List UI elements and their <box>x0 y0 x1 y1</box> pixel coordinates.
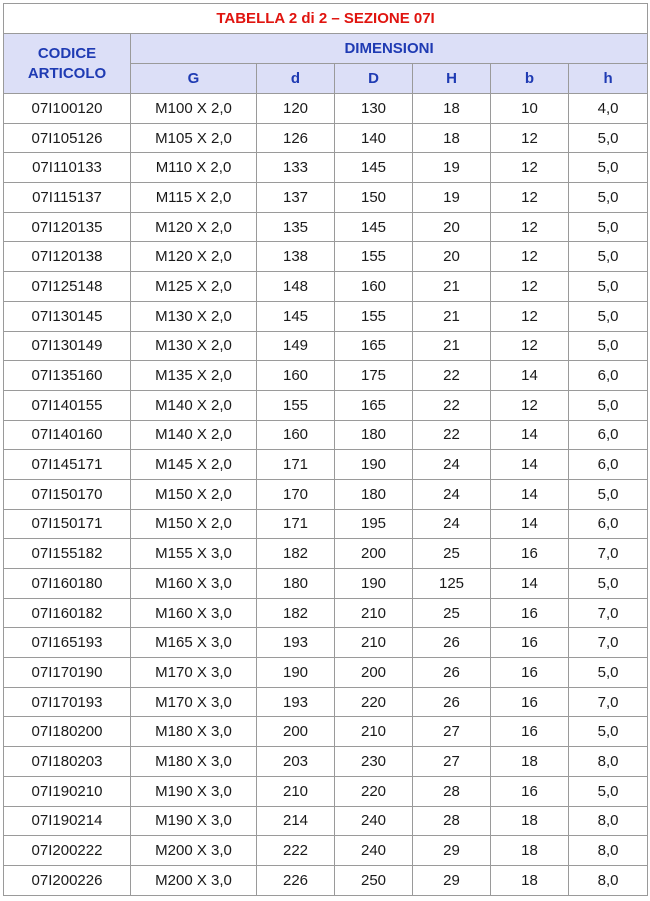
h-small-cell: 5,0 <box>569 776 648 806</box>
h-small-cell: 5,0 <box>569 212 648 242</box>
g-cell: M180 X 3,0 <box>131 747 257 777</box>
articolo-label: ARTICOLO <box>27 64 107 82</box>
h-small-cell: 8,0 <box>569 865 648 895</box>
d-small-cell: 222 <box>257 836 335 866</box>
h-small-cell: 5,0 <box>569 658 648 688</box>
h-small-cell: 5,0 <box>569 123 648 153</box>
d-large-cell: 200 <box>335 539 413 569</box>
table-row <box>4 94 648 124</box>
h-large-cell: 26 <box>413 687 491 717</box>
d-small-cell: 193 <box>257 687 335 717</box>
codice-articolo-cell: 07I180203 <box>4 747 131 777</box>
h-small-cell: 5,0 <box>569 479 648 509</box>
h-large-cell: 27 <box>413 717 491 747</box>
b-cell: 12 <box>491 242 569 272</box>
d-small-cell: 203 <box>257 747 335 777</box>
d-small-cell: 171 <box>257 450 335 480</box>
codice-articolo-header <box>4 34 131 94</box>
b-cell: 12 <box>491 183 569 213</box>
dimensioni-header: DIMENSIONI <box>131 34 648 64</box>
h-small-cell: 5,0 <box>569 153 648 183</box>
g-cell: M170 X 3,0 <box>131 687 257 717</box>
g-cell: M160 X 3,0 <box>131 569 257 599</box>
codice-articolo-cell: 07I105126 <box>4 123 131 153</box>
h-large-cell: 19 <box>413 153 491 183</box>
b-cell: 16 <box>491 598 569 628</box>
table-row <box>4 658 648 688</box>
h-large-cell: 19 <box>413 183 491 213</box>
d-large-cell: 240 <box>335 806 413 836</box>
d-small-cell: 160 <box>257 361 335 391</box>
b-cell: 16 <box>491 776 569 806</box>
codice-articolo-cell: 07I170193 <box>4 687 131 717</box>
d-small-cell: 226 <box>257 865 335 895</box>
table-row <box>4 331 648 361</box>
h-large-cell: 21 <box>413 301 491 331</box>
h-large-cell: 26 <box>413 658 491 688</box>
table-title: TABELLA 2 di 2 – SEZIONE 07I <box>4 4 648 34</box>
codice-articolo-cell: 07I135160 <box>4 361 131 391</box>
h-small-cell: 5,0 <box>569 569 648 599</box>
b-cell: 18 <box>491 865 569 895</box>
codice-articolo-cell: 07I110133 <box>4 153 131 183</box>
g-cell: M190 X 3,0 <box>131 776 257 806</box>
h-large-cell: 25 <box>413 598 491 628</box>
g-cell: M200 X 3,0 <box>131 836 257 866</box>
codice-articolo-cell: 07I165193 <box>4 628 131 658</box>
table-row <box>4 628 648 658</box>
h-small-cell: 8,0 <box>569 747 648 777</box>
h-small-cell: 5,0 <box>569 331 648 361</box>
codice-articolo-cell: 07I190210 <box>4 776 131 806</box>
table-row <box>4 153 648 183</box>
d-large-cell: 210 <box>335 628 413 658</box>
d-large-cell: 210 <box>335 598 413 628</box>
codice-articolo-cell: 07I125148 <box>4 272 131 302</box>
g-cell: M125 X 2,0 <box>131 272 257 302</box>
d-small-cell: 182 <box>257 598 335 628</box>
b-cell: 14 <box>491 479 569 509</box>
h-large-cell: 26 <box>413 628 491 658</box>
d-large-cell: 200 <box>335 658 413 688</box>
h-large-cell: 21 <box>413 331 491 361</box>
h-large-cell: 27 <box>413 747 491 777</box>
d-large-cell: 220 <box>335 687 413 717</box>
g-cell: M140 X 2,0 <box>131 420 257 450</box>
h-small-cell: 6,0 <box>569 509 648 539</box>
table-row <box>4 865 648 895</box>
h-large-cell: 24 <box>413 450 491 480</box>
h-large-cell: 20 <box>413 212 491 242</box>
table-row <box>4 272 648 302</box>
codice-articolo-cell: 07I150170 <box>4 479 131 509</box>
g-cell: M130 X 2,0 <box>131 331 257 361</box>
d-large-cell: 180 <box>335 479 413 509</box>
d-small-cell: 126 <box>257 123 335 153</box>
table-row <box>4 183 648 213</box>
g-cell: M155 X 3,0 <box>131 539 257 569</box>
d-large-cell: 175 <box>335 361 413 391</box>
d-large-cell: 160 <box>335 272 413 302</box>
h-small-cell: 8,0 <box>569 806 648 836</box>
d-small-cell: 145 <box>257 301 335 331</box>
b-cell: 18 <box>491 747 569 777</box>
codice-articolo-cell: 07I115137 <box>4 183 131 213</box>
d-small-cell: 182 <box>257 539 335 569</box>
g-cell: M190 X 3,0 <box>131 806 257 836</box>
codice-articolo-cell: 07I100120 <box>4 94 131 124</box>
d-small-cell: 155 <box>257 390 335 420</box>
h-small-cell: 7,0 <box>569 628 648 658</box>
h-small-cell: 6,0 <box>569 361 648 391</box>
codice-articolo-cell: 07I155182 <box>4 539 131 569</box>
codice-label: CODICE <box>37 44 97 62</box>
d-large-cell: 240 <box>335 836 413 866</box>
g-cell: M110 X 2,0 <box>131 153 257 183</box>
b-cell: 12 <box>491 272 569 302</box>
b-cell: 12 <box>491 123 569 153</box>
g-cell: M145 X 2,0 <box>131 450 257 480</box>
table-row <box>4 420 648 450</box>
d-large-cell: 190 <box>335 450 413 480</box>
codice-articolo-cell: 07I140155 <box>4 390 131 420</box>
h-small-cell: 6,0 <box>569 420 648 450</box>
table-row <box>4 539 648 569</box>
column-header-b: b <box>491 64 569 94</box>
h-large-cell: 28 <box>413 806 491 836</box>
table-row <box>4 479 648 509</box>
h-large-cell: 22 <box>413 361 491 391</box>
b-cell: 16 <box>491 628 569 658</box>
g-cell: M100 X 2,0 <box>131 94 257 124</box>
codice-articolo-cell: 07I190214 <box>4 806 131 836</box>
codice-articolo-cell: 07I180200 <box>4 717 131 747</box>
h-large-cell: 21 <box>413 272 491 302</box>
h-small-cell: 8,0 <box>569 836 648 866</box>
table-row <box>4 776 648 806</box>
codice-articolo-cell: 07I200226 <box>4 865 131 895</box>
b-cell: 18 <box>491 836 569 866</box>
g-cell: M115 X 2,0 <box>131 183 257 213</box>
table-row <box>4 361 648 391</box>
h-large-cell: 25 <box>413 539 491 569</box>
h-small-cell: 5,0 <box>569 242 648 272</box>
column-header-h-small: h <box>569 64 648 94</box>
d-large-cell: 180 <box>335 420 413 450</box>
h-small-cell: 5,0 <box>569 390 648 420</box>
table-row <box>4 390 648 420</box>
h-large-cell: 20 <box>413 242 491 272</box>
b-cell: 12 <box>491 331 569 361</box>
table-body <box>4 94 648 896</box>
d-large-cell: 140 <box>335 123 413 153</box>
codice-articolo-cell: 07I120138 <box>4 242 131 272</box>
table-row <box>4 717 648 747</box>
b-cell: 16 <box>491 687 569 717</box>
b-cell: 16 <box>491 717 569 747</box>
h-large-cell: 29 <box>413 836 491 866</box>
d-small-cell: 200 <box>257 717 335 747</box>
d-large-cell: 220 <box>335 776 413 806</box>
d-small-cell: 214 <box>257 806 335 836</box>
g-cell: M150 X 2,0 <box>131 479 257 509</box>
g-cell: M135 X 2,0 <box>131 361 257 391</box>
d-large-cell: 145 <box>335 212 413 242</box>
g-cell: M180 X 3,0 <box>131 717 257 747</box>
table-row <box>4 569 648 599</box>
codice-articolo-cell: 07I120135 <box>4 212 131 242</box>
h-large-cell: 22 <box>413 420 491 450</box>
d-small-cell: 120 <box>257 94 335 124</box>
codice-articolo-cell: 07I145171 <box>4 450 131 480</box>
b-cell: 18 <box>491 806 569 836</box>
column-header-d-large: D <box>335 64 413 94</box>
table-row <box>4 301 648 331</box>
g-cell: M160 X 3,0 <box>131 598 257 628</box>
d-large-cell: 250 <box>335 865 413 895</box>
d-small-cell: 149 <box>257 331 335 361</box>
codice-articolo-cell: 07I130149 <box>4 331 131 361</box>
g-cell: M130 X 2,0 <box>131 301 257 331</box>
codice-articolo-cell: 07I140160 <box>4 420 131 450</box>
d-small-cell: 171 <box>257 509 335 539</box>
g-cell: M165 X 3,0 <box>131 628 257 658</box>
table-row <box>4 806 648 836</box>
codice-articolo-cell: 07I160180 <box>4 569 131 599</box>
d-small-cell: 148 <box>257 272 335 302</box>
column-header-h-large: H <box>413 64 491 94</box>
codice-articolo-cell: 07I160182 <box>4 598 131 628</box>
g-cell: M150 X 2,0 <box>131 509 257 539</box>
h-large-cell: 24 <box>413 479 491 509</box>
table-row <box>4 836 648 866</box>
h-large-cell: 18 <box>413 123 491 153</box>
table-row <box>4 747 648 777</box>
d-small-cell: 193 <box>257 628 335 658</box>
d-small-cell: 170 <box>257 479 335 509</box>
h-small-cell: 5,0 <box>569 717 648 747</box>
h-small-cell: 5,0 <box>569 272 648 302</box>
d-small-cell: 210 <box>257 776 335 806</box>
b-cell: 16 <box>491 539 569 569</box>
h-large-cell: 28 <box>413 776 491 806</box>
d-large-cell: 155 <box>335 301 413 331</box>
d-small-cell: 138 <box>257 242 335 272</box>
b-cell: 14 <box>491 450 569 480</box>
h-small-cell: 7,0 <box>569 687 648 717</box>
d-large-cell: 210 <box>335 717 413 747</box>
d-small-cell: 137 <box>257 183 335 213</box>
h-small-cell: 4,0 <box>569 94 648 124</box>
h-small-cell: 5,0 <box>569 183 648 213</box>
d-large-cell: 155 <box>335 242 413 272</box>
b-cell: 14 <box>491 569 569 599</box>
h-large-cell: 24 <box>413 509 491 539</box>
table-container <box>3 3 648 896</box>
d-large-cell: 195 <box>335 509 413 539</box>
d-large-cell: 165 <box>335 390 413 420</box>
column-header-d-small: d <box>257 64 335 94</box>
g-cell: M120 X 2,0 <box>131 242 257 272</box>
g-cell: M120 X 2,0 <box>131 212 257 242</box>
d-large-cell: 145 <box>335 153 413 183</box>
d-large-cell: 150 <box>335 183 413 213</box>
d-large-cell: 190 <box>335 569 413 599</box>
h-large-cell: 18 <box>413 94 491 124</box>
b-cell: 12 <box>491 301 569 331</box>
h-small-cell: 7,0 <box>569 539 648 569</box>
dimensions-table <box>3 3 648 896</box>
h-small-cell: 7,0 <box>569 598 648 628</box>
table-row <box>4 123 648 153</box>
column-header-g: G <box>131 64 257 94</box>
h-large-cell: 125 <box>413 569 491 599</box>
g-cell: M200 X 3,0 <box>131 865 257 895</box>
g-cell: M140 X 2,0 <box>131 390 257 420</box>
table-row <box>4 598 648 628</box>
codice-articolo-cell: 07I170190 <box>4 658 131 688</box>
table-row <box>4 212 648 242</box>
d-small-cell: 160 <box>257 420 335 450</box>
b-cell: 12 <box>491 390 569 420</box>
b-cell: 14 <box>491 420 569 450</box>
b-cell: 12 <box>491 153 569 183</box>
h-large-cell: 29 <box>413 865 491 895</box>
b-cell: 10 <box>491 94 569 124</box>
d-large-cell: 230 <box>335 747 413 777</box>
table-row <box>4 242 648 272</box>
d-large-cell: 130 <box>335 94 413 124</box>
h-large-cell: 22 <box>413 390 491 420</box>
table-row <box>4 509 648 539</box>
h-small-cell: 6,0 <box>569 450 648 480</box>
b-cell: 14 <box>491 509 569 539</box>
codice-articolo-cell: 07I150171 <box>4 509 131 539</box>
codice-articolo-cell: 07I130145 <box>4 301 131 331</box>
h-small-cell: 5,0 <box>569 301 648 331</box>
d-small-cell: 133 <box>257 153 335 183</box>
g-cell: M105 X 2,0 <box>131 123 257 153</box>
table-row <box>4 450 648 480</box>
g-cell: M170 X 3,0 <box>131 658 257 688</box>
b-cell: 16 <box>491 658 569 688</box>
d-large-cell: 165 <box>335 331 413 361</box>
codice-articolo-cell: 07I200222 <box>4 836 131 866</box>
b-cell: 12 <box>491 212 569 242</box>
d-small-cell: 180 <box>257 569 335 599</box>
d-small-cell: 190 <box>257 658 335 688</box>
b-cell: 14 <box>491 361 569 391</box>
table-row <box>4 687 648 717</box>
d-small-cell: 135 <box>257 212 335 242</box>
